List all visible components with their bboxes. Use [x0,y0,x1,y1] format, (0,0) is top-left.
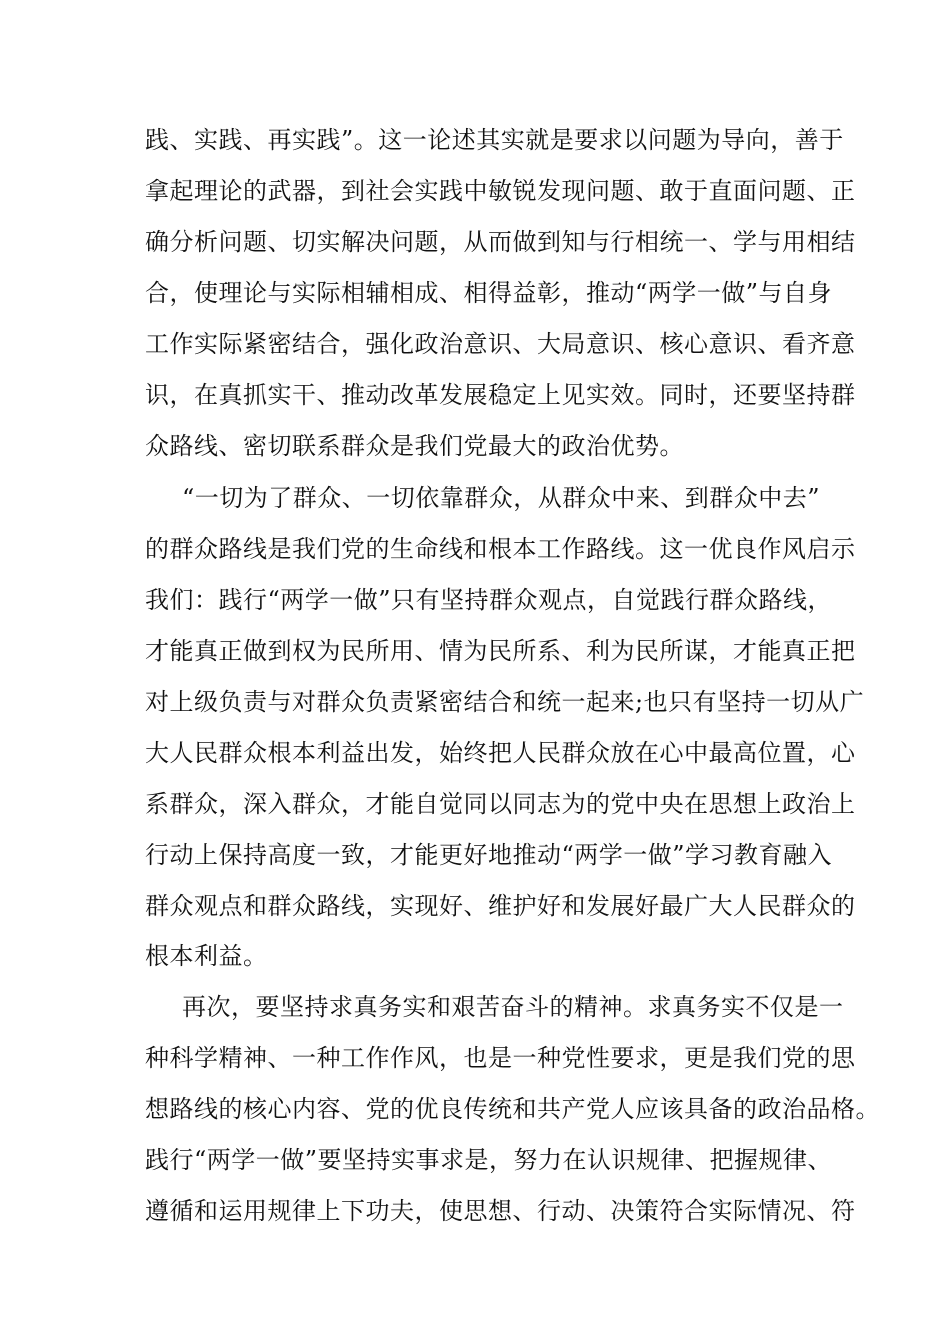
text-line: 群众观点和群众路线，实现好、维护好和发展好最广大人民群众的 [145,892,856,920]
text-line: 想路线的核心内容、党的优良传统和共产党人应该具备的政治品格。 [145,1095,880,1123]
text-line: 系群众，深入群众，才能自觉同以同志为的党中央在思想上政治上 [145,790,856,818]
text-line: 的群众路线是我们党的生命线和根本工作路线。这一优良作风启示 [145,535,856,563]
text-line: 践行“两学一做”要坚持实事求是，努力在认识规律、把握规律、 [145,1146,833,1174]
text-line: 大人民群众根本利益出发，始终把人民群众放在心中最高位置，心 [145,739,856,767]
text-line: 种科学精神、一种工作作风，也是一种党性要求，更是我们党的思 [145,1044,856,1072]
text-line: 确分析问题、切实解决问题，从而做到知与行相统一、学与用相结 [145,228,856,256]
text-line: 众路线、密切联系群众是我们党最大的政治优势。 [145,432,684,460]
paragraph-first-line: “一切为了群众、一切依靠群众，从群众中来、到群众中去” [182,484,821,512]
text-line: 工作实际紧密结合，强化政治意识、大局意识、核心意识、看齐意 [145,330,856,358]
text-line: 行动上保持高度一致，才能更好地推动“两学一做”学习教育融入 [145,841,833,869]
paragraph-first-line: 再次，要坚持求真务实和艰苦奋斗的精神。求真务实不仅是一 [182,993,844,1021]
text-line: 根本利益。 [145,942,268,970]
text-line: 践、实践、再实践”。这一论述其实就是要求以问题为导向，善于 [145,126,844,154]
text-line: 遵循和运用规律上下功夫，使思想、行动、决策符合实际情况、符 [145,1197,856,1225]
text-line: 拿起理论的武器，到社会实践中敏锐发现问题、敢于直面问题、正 [145,177,856,205]
text-line: 识，在真抓实干、推动改革发展稳定上见实效。同时，还要坚持群 [145,381,856,409]
text-line: 合，使理论与实际相辅相成、相得益彰，推动“两学一做”与自身 [145,279,833,307]
text-line: 我们：践行“两学一做”只有坚持群众观点，自觉践行群众路线， [145,586,833,614]
text-line: 才能真正做到权为民所用、情为民所系、利为民所谋，才能真正把 [145,637,856,665]
text-line: 对上级负责与对群众负责紧密结合和统一起来;也只有坚持一切从广 [145,688,865,716]
